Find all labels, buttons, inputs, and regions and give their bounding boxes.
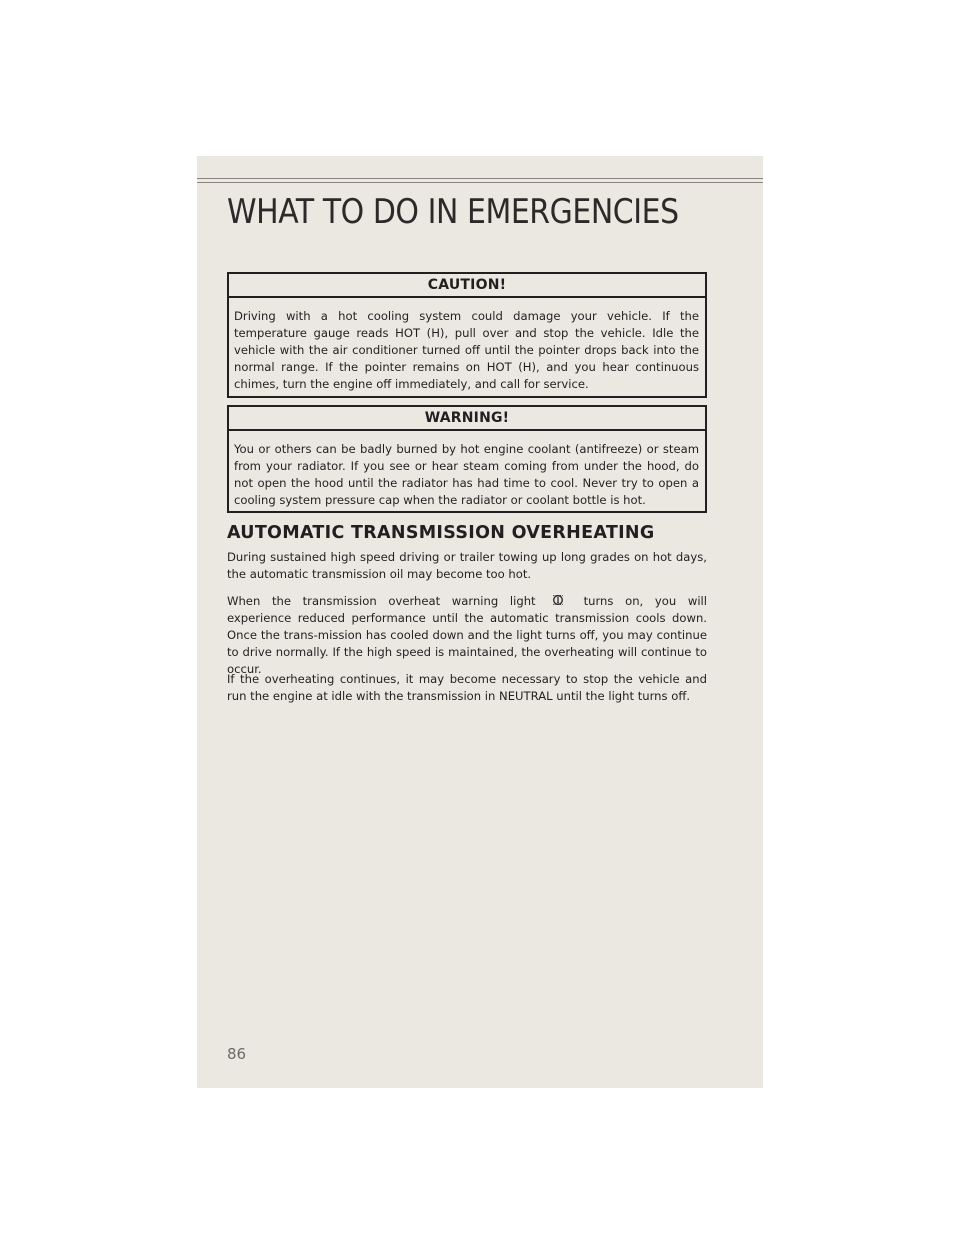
- header-rule: [197, 178, 763, 183]
- caution-heading: CAUTION!: [229, 274, 705, 298]
- caution-box: [227, 272, 707, 398]
- paragraph-2-rest: turns on, you will experience reduced performance until the automatic transmission cools down. Once the trans-mission has cooled down and the light turns off, you may continue to drive normally. If the high speed is maintained, the overheating will continue to occur.: [227, 594, 707, 676]
- manual-page: [197, 156, 763, 1088]
- caution-text: Driving with a hot cooling system could damage your vehicle. If the temperature gauge reads HOT (H), pull over and stop the vehicle. Idle the vehicle with the air conditioner turned off until the pointer drops back into the normal range. If the pointer remains on HOT (H), and you hear continuous chimes, turn the engine off immediately, and call for service.: [234, 309, 699, 391]
- transmission-temperature-warning-icon: [550, 593, 566, 607]
- warning-text: You or others can be badly burned by hot engine coolant (antifreeze) or steam from your radiator. If you see or hear steam coming from under the hood, do not open the hood until the radiator has had time to cool. Never try to open a cooling system pressure cap when the radiator or coolant bottle is hot.: [234, 442, 699, 507]
- page-number: 86: [227, 1045, 247, 1063]
- paragraph-2-lead: When the transmission overheat warning light: [227, 594, 536, 608]
- paragraph-2: [227, 593, 707, 678]
- warning-box: [227, 405, 707, 513]
- section-heading: AUTOMATIC TRANSMISSION OVERHEATING: [227, 523, 655, 543]
- paragraph-3: If the overheating continues, it may become necessary to stop the vehicle and run the engine at idle with the transmission in NEUTRAL until the light turns off.: [227, 672, 707, 703]
- paragraph-1: During sustained high speed driving or trailer towing up long grades on hot days, the automatic transmission oil may become too hot.: [227, 550, 707, 581]
- warning-heading: WARNING!: [229, 407, 705, 431]
- chapter-title: WHAT TO DO IN EMERGENCIES: [227, 192, 679, 232]
